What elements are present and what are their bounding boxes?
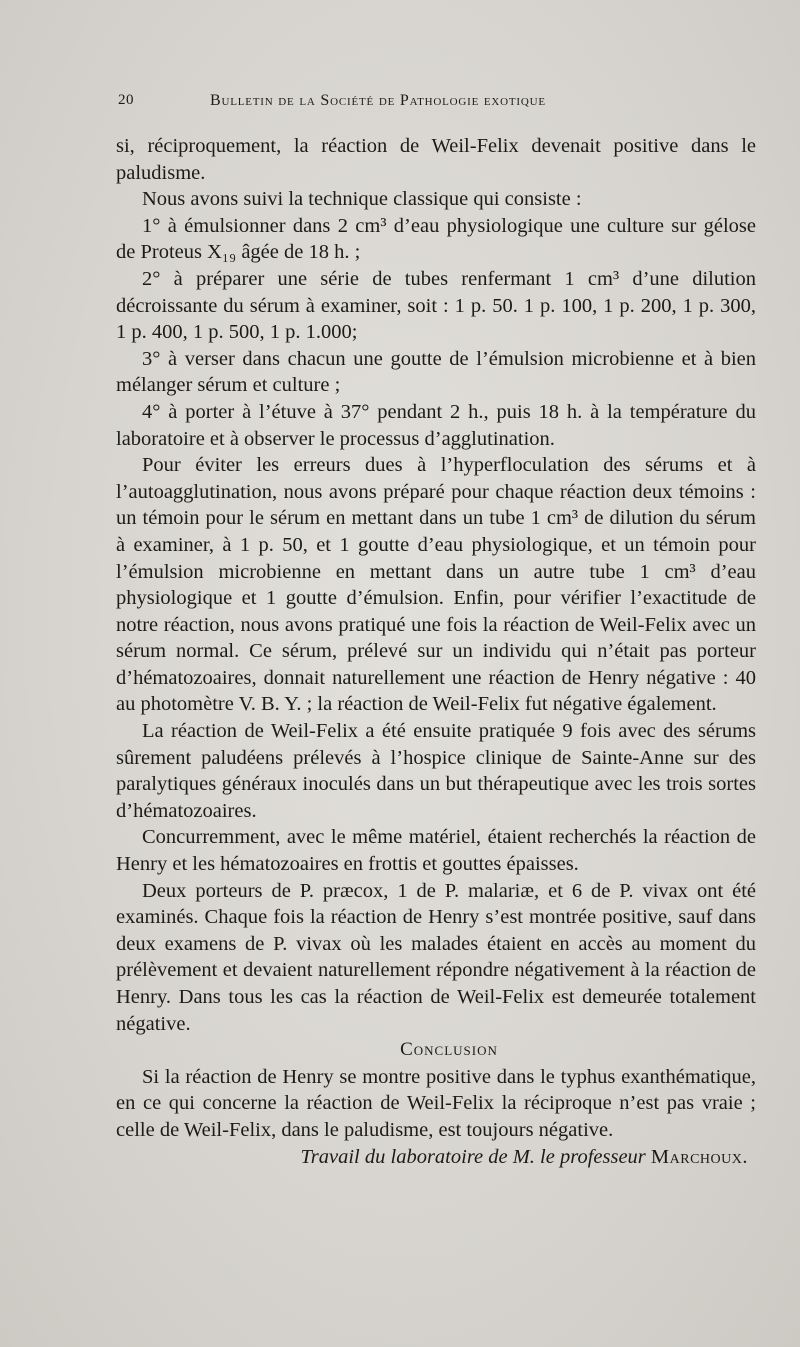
paragraph-concurrent: Concurremment, avec le même matériel, étaient recherchés la réaction de Henry et les hématozoaires en frottis et gouttes épaisses. [116, 826, 756, 876]
paragraph-step-2: 2° à préparer une série de tubes renfermant 1 cm³ d’une dilution décroissante du sérum à examiner, soit : 1 p. 50. 1 p. 100, 1 p. 200, 1 p. 300, 1 p. 400, 1 p. 500, 1 p. 1.000; [116, 267, 756, 344]
conclusion-paragraph: Si la réaction de Henry se montre positive dans le typhus exanthématique, en ce qui concerne la réaction de Weil-Felix la réciproque n’est pas vraie ; celle de Weil-Felix, dans le paludisme, est toujours négative. [116, 1065, 756, 1141]
article-body [116, 133, 756, 1170]
paragraph-step-1: 1° à émulsionner dans 2 cm³ d’eau physiologique une culture sur gélose de Proteus X₁₉ âgée de 18 h. ; [116, 214, 756, 264]
paragraph-carriers: Deux porteurs de P. præcox, 1 de P. malariæ, et 6 de P. vivax ont été examinés. Chaque fois la réaction de Henry s’est montrée positive, sauf dans deux examens de P. vivax où les malades étaient en accès au moment du prélèvement et devaient naturellement répondre négativement à la réaction de Henry. Dans tous les cas la réaction de Weil-Felix est demeurée totalement négative. [116, 879, 756, 1035]
credit-name: Marchoux. [650, 1145, 748, 1168]
paragraph-controls: Pour éviter les erreurs dues à l’hyperfloculation des sérums et à l’autoagglutination, nous avons préparé pour chaque réaction deux témoins : un témoin pour le sérum en mettant dans un tube 1 cm³ de dilution du sérum à examiner, à 1 p. 50, et 1 goutte d’eau physiologique, et un témoin pour l’émulsion microbienne en mettant dans un autre tube 1 cm³ d’eau physiologique et 1 goutte d’émulsion. Enfin, pour vérifier l’exactitude de notre réaction, nous avons pratiqué une fois la réaction de Weil-Felix avec un sérum normal. Ce sérum, prélevé sur un individu qui n’était pas porteur d’hématozoaires, donnait naturellement une réaction de Henry négative : 40 au photomètre V. B. Y. ; la réaction de Weil-Felix fut négative également. [116, 454, 756, 716]
paragraph-1: si, réciproquement, la réaction de Weil-Felix devenait positive dans le paludisme. [116, 135, 756, 184]
paragraph-2: Nous avons suivi la technique classique qui consiste : [142, 188, 582, 211]
paragraph-step-4: 4° à porter à l’étuve à 37° pendant 2 h., puis 18 h. à la température du laboratoire et à observer le processus d’agglutination. [116, 400, 756, 450]
paragraph-results: La réaction de Weil-Felix a été ensuite pratiquée 9 fois avec des sérums sûrement paludéens prélevés à l’hospice clinique de Sainte-Anne sur des paralytiques généraux inoculés dans un but thérapeutique avec les trois sortes d’hématozoaires. [116, 720, 756, 822]
page-number: 20 [118, 92, 134, 108]
credit-line [116, 1144, 756, 1171]
credit-text: Travail du laboratoire de M. le professeur [300, 1145, 646, 1168]
running-title: Bulletin de la Société de Pathologie exotique [210, 92, 546, 109]
conclusion-heading: Conclusion [400, 1039, 498, 1061]
paragraph-step-3: 3° à verser dans chacun une goutte de l’émulsion microbienne et à bien mélanger sérum et culture ; [116, 347, 756, 397]
